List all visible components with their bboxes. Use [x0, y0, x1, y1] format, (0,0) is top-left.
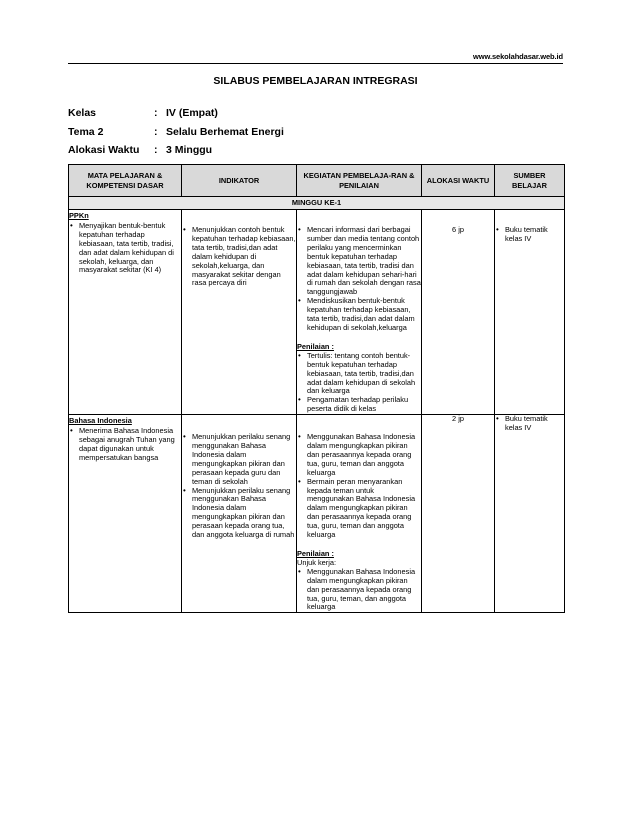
indikator-list [182, 226, 296, 288]
mapel-cell [69, 415, 182, 613]
kegiatan-list [297, 433, 421, 540]
alokasi-value: 2 jp [452, 414, 464, 424]
meta-value: 3 Minggu [166, 144, 213, 156]
table-row [69, 210, 565, 415]
header-sumber: SUMBER BELAJAR [495, 165, 565, 197]
table-row [69, 415, 565, 613]
header-rule [68, 63, 563, 64]
meta-row-alokasi [68, 141, 284, 160]
sumber-list [495, 415, 564, 433]
meta-label: Kelas [68, 107, 97, 119]
penilaian-list [297, 568, 421, 613]
penilaian-intro: Unjuk kerja: [297, 557, 337, 567]
meta-colon: : [154, 125, 158, 138]
sumber-cell [495, 210, 565, 415]
week-row [69, 197, 565, 210]
kd-list [69, 222, 181, 275]
header-kegiatan: KEGIATAN PEMBELAJA-RAN & PENILAIAN [297, 165, 422, 197]
penilaian-list [297, 352, 421, 414]
penilaian-item: • Tertulis: tentang contoh bentuk-bentuk kepatuhan terhadap kebiasaan, tata tertib, tradisi,dan adat dalam kehidupan di sekolah dan keluarga [297, 352, 421, 397]
week-label: MINGGU KE-1 [69, 197, 565, 210]
sumber-cell [495, 415, 565, 613]
sumber-item: • Buku tematik kelas IV [495, 226, 564, 244]
alokasi-cell [422, 415, 495, 613]
kd-list [69, 427, 181, 463]
indikator-item: • Menunjukkan contoh bentuk kepatuhan terhadap kebiasaan, tata tertib, tradisi,dan adat dalam kehidupan di sekolah,keluarga, dan masyarakat sekitar dengan rasa percaya diri [182, 226, 296, 288]
meta-value: IV (Empat) [166, 107, 218, 119]
meta-value: Selalu Berhemat Energi [166, 125, 284, 138]
meta-row-kelas [68, 104, 284, 123]
meta-label: Alokasi Waktu [68, 144, 140, 156]
kd-item: • Menyajikan bentuk-bentuk kepatuhan terhadap kebiasaan, tata tertib, tradisi, dan adat dalam kehidupan di sekolah, keluarga, dan masyarakat sekitar (KI 4) [69, 222, 181, 275]
kegiatan-list [297, 226, 421, 333]
meta-label: Tema 2 [68, 125, 104, 138]
indikator-item: • Menunjukkan perilaku senang menggunakan Bahasa Indonesia dalam mengungkapkan pikiran dan perasaan kepada guru dan teman di sekolah [182, 433, 296, 486]
kegiatan-item: • Menggunakan Bahasa Indonesia dalam mengungkapkan pikiran dan perasaannya kepada orang tua, guru, teman dan anggota keluarga [297, 433, 421, 478]
meta-block [68, 104, 284, 160]
meta-colon: : [154, 107, 158, 119]
penilaian-item: • Menggunakan Bahasa Indonesia dalam mengungkapkan pikiran dan perasaannya kepada orang tua, guru, teman, dan anggota keluarga [297, 568, 421, 613]
alokasi-cell [422, 210, 495, 415]
document-title: SILABUS PEMBELAJARAN INTREGRASI [213, 75, 418, 87]
sumber-list [495, 226, 564, 244]
indikator-cell [182, 415, 297, 613]
alokasi-value: 6 jp [452, 225, 464, 234]
table-header-row [69, 165, 565, 197]
penilaian-item: • Pengamatan terhadap perilaku peserta didik di kelas [297, 396, 421, 414]
kegiatan-item: • Bermain peran menyarankan kepada teman untuk menggunakan Bahasa Indonesia dalam mengungkapkan pikiran dan perasaannya kepada orang tua, guru, teman dan anggota keluarga [297, 478, 421, 540]
mapel-cell [69, 210, 182, 415]
kegiatan-cell [297, 415, 422, 613]
syllabus-table [68, 164, 565, 613]
meta-colon: : [154, 144, 158, 156]
kegiatan-item: • Mendiskusikan bentuk-bentuk kepatuhan terhadap kebiasaan, tata tertib, tradisi,dan adat dalam kehidupan di sekolah,keluarga [297, 297, 421, 333]
site-url: www.sekolahdasar.web.id [473, 52, 563, 61]
indikator-item: • Menunjukkan perilaku senang menggunakan Bahasa Indonesia dalam mengungkapkan pikiran dan perasaan kepada orang tua, dan anggota keluarga di rumah [182, 487, 296, 540]
kegiatan-cell [297, 210, 422, 415]
kd-item: • Menerima Bahasa Indonesia sebagai anugrah Tuhan yang dapat digunakan untuk mempersatukan bangsa [69, 427, 181, 463]
header-mapel: MATA PELAJARAN & KOMPETENSI DASAR [69, 165, 182, 197]
penilaian-label: Penilaian : [297, 549, 334, 558]
meta-row-tema [68, 123, 284, 142]
indikator-cell [182, 210, 297, 415]
subject-title: PPKn [69, 211, 89, 220]
header-indikator: INDIKATOR [182, 165, 297, 197]
indikator-list [182, 433, 296, 540]
subject-title: Bahasa Indonesia [69, 416, 132, 426]
sumber-item: • Buku tematik kelas IV [495, 415, 564, 433]
kegiatan-item: • Mencari informasi dari berbagai sumber dan media tentang contoh perilaku yang mencerminkan bentuk kepatuhan terhadap kebiasaan, tata tertib, tradisi dan adat dalam kehidupan sehari-hari di rumah dan sekolah dengan rasa tanggungjawab [297, 226, 421, 297]
penilaian-label: Penilaian : [297, 341, 334, 351]
header-alokasi: ALOKASI WAKTU [422, 165, 495, 197]
